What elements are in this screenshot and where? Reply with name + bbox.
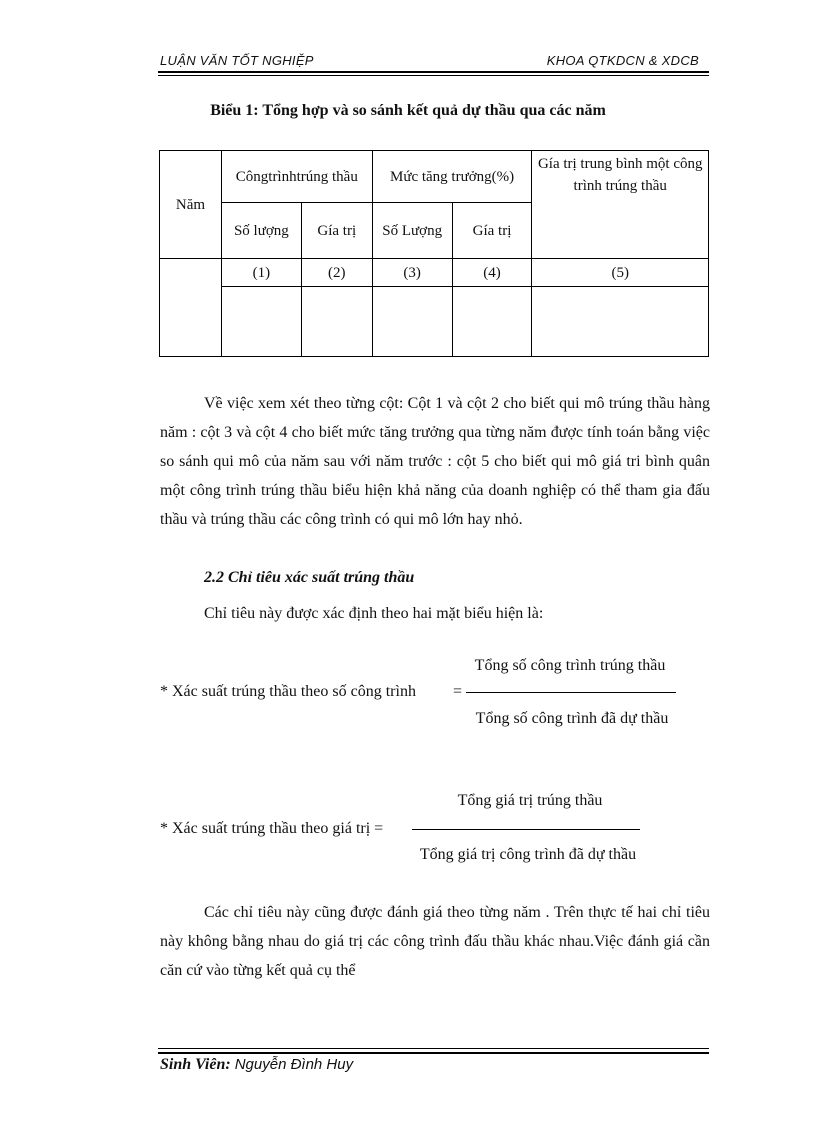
header-rule <box>158 71 709 73</box>
table-cell <box>372 287 452 357</box>
col-index-4: (4) <box>452 259 532 287</box>
table-cell <box>532 287 709 357</box>
header-rule-thin <box>158 75 709 76</box>
col-index-1: (1) <box>221 259 301 287</box>
col-year-header: Năm <box>160 151 222 259</box>
formula1-denominator: Tổng số công trình đã dự thầu <box>475 710 669 727</box>
table-cell <box>221 287 301 357</box>
paragraph-conclusion: Các chỉ tiêu này cũng được đánh giá theo từng năm . Trên thực tế hai chỉ tiêu này không bằng nhau do giá trị các công trình đấu thầu khác nhau.Việc đánh giá cần căn cứ vào từng kết quả cụ thể <box>160 904 710 979</box>
paragraph-columns: Về việc xem xét theo từng cột: Cột 1 và cột 2 cho biết qui mô trúng thầu hàng năm : cột 3 và cột 4 cho biết mức tăng trưởng qua từng năm được tính toán bằng việc so sánh qui mô của năm sau với năm trước : cột 5 cho biết qui mô giá tri bình quân một công trình trúng thầu biểu hiện khả năng của doanh nghiệp có thể tham gia đấu thầu và trúng thầu các công trình có qui mô lớn hay nhỏ. <box>160 395 710 528</box>
section-heading: 2.2 Chỉ tiêu xác suất trúng thầu <box>204 569 415 586</box>
group-won-header: Côngtrìnhtrúng thầu <box>221 151 372 203</box>
student-name: Nguyễn Đình Huy <box>234 1056 354 1073</box>
header-left: LUẬN VĂN TỐT NGHIỆP <box>160 53 314 68</box>
formula1-fraction-line <box>466 692 676 693</box>
formula1-equals: = <box>453 683 463 700</box>
col-index-3: (3) <box>372 259 452 287</box>
footer-rule-thin <box>158 1048 709 1049</box>
formula2-label: * Xác suất trúng thầu theo giá trị = <box>160 820 384 837</box>
formula1-label: * Xác suất trúng thầu theo số công trình <box>160 683 416 700</box>
sub-header-growth-value: Gía trị <box>452 203 532 259</box>
footer-label: Sinh Viên: <box>160 1056 231 1073</box>
table-cell <box>301 287 372 357</box>
formula1-numerator: Tổng số công trình trúng thầu <box>474 657 666 674</box>
intro-text: Chỉ tiêu này được xác định theo hai mặt biểu hiện là: <box>204 605 544 622</box>
table-cell <box>452 287 532 357</box>
sub-header-value: Gía trị <box>301 203 372 259</box>
footer <box>160 1056 353 1074</box>
table-title: Biểu 1: Tổng hợp và so sánh kết quả dự thầu qua các năm <box>210 102 606 119</box>
sub-header-quantity: Số lượng <box>221 203 301 259</box>
formula2-denominator: Tổng giá trị công trình đã dự thầu <box>419 846 637 863</box>
sub-header-growth-quantity: Số Lượng <box>372 203 452 259</box>
table-cell <box>160 259 222 357</box>
footer-rule <box>158 1052 709 1054</box>
formula2-numerator: Tổng giá trị trúng thầu <box>457 792 603 809</box>
col-index-2: (2) <box>301 259 372 287</box>
formula2-fraction-line <box>412 829 640 830</box>
group-average-header: Gía trị trung bình một công trình trúng thầu <box>532 151 709 259</box>
results-table <box>159 150 709 357</box>
header-right: KHOA QTKDCN & XDCB <box>546 53 699 68</box>
group-growth-header: Mức tăng trưởng(%) <box>372 151 532 203</box>
col-index-5: (5) <box>532 259 709 287</box>
